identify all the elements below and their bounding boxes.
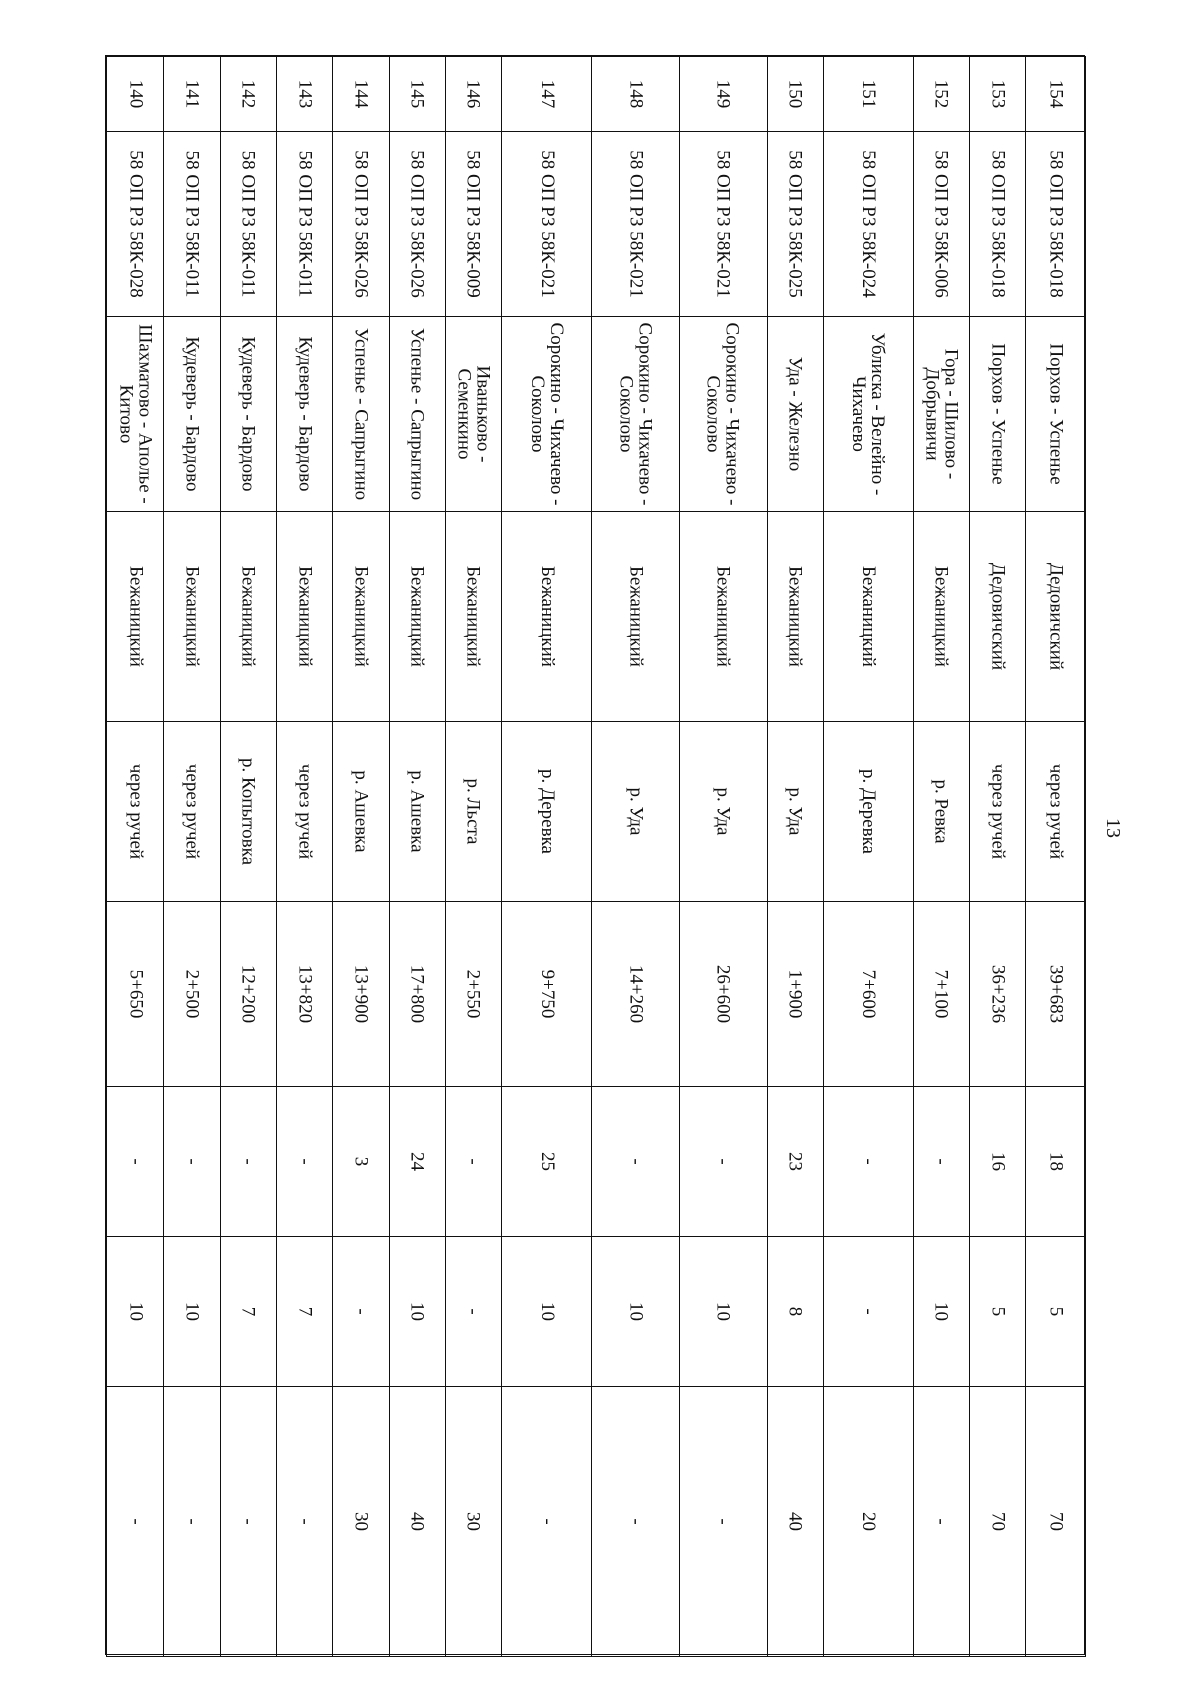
value-cell-3: - [277,1387,333,1657]
value-cell-1: 25 [502,1087,592,1237]
value-cell-2: 10 [389,1237,445,1387]
obstacle-cell: р. Льста [445,722,501,902]
row-number-cell: 141 [164,57,220,132]
km-location-cell: 13+900 [333,902,389,1087]
road-code-cell: 58 ОП РЗ 58К-028 [107,132,164,317]
table-row [164,57,220,1657]
road-name-cell: Успенье - Сапрыгино [333,317,389,512]
value-cell-3: 20 [823,1387,913,1657]
table-row [277,57,333,1657]
obstacle-cell: р. Уда [767,722,823,902]
value-cell-2: 10 [913,1237,969,1387]
km-location-cell: 9+750 [502,902,592,1087]
district-cell: Бежаницкий [445,512,501,722]
value-cell-1: - [823,1087,913,1237]
value-cell-1: - [445,1087,501,1237]
document-table-frame [105,55,1085,1655]
row-number-cell: 148 [592,57,680,132]
row-number-cell: 153 [970,57,1026,132]
road-code-cell: 58 ОП РЗ 58К-018 [1026,132,1086,317]
obstacle-cell: р. Уда [679,722,767,902]
value-cell-2: - [333,1237,389,1387]
district-cell: Бежаницкий [389,512,445,722]
table-row [592,57,680,1657]
rotated-table-container [106,56,1086,1656]
km-location-cell: 2+550 [445,902,501,1087]
road-code-cell: 58 ОП РЗ 58К-021 [592,132,680,317]
value-cell-2: 10 [502,1237,592,1387]
district-cell: Бежаницкий [107,512,164,722]
obstacle-cell: р. Ашевка [333,722,389,902]
value-cell-3: 40 [767,1387,823,1657]
road-name-cell: Кудеверь - Бардово [277,317,333,512]
road-code-cell: 58 ОП РЗ 58К-011 [164,132,220,317]
value-cell-1: 23 [767,1087,823,1237]
road-code-cell: 58 ОП РЗ 58К-011 [220,132,276,317]
district-cell: Бежаницкий [164,512,220,722]
obstacle-cell: р. Деревка [823,722,913,902]
district-cell: Бежаницкий [767,512,823,722]
km-location-cell: 17+800 [389,902,445,1087]
value-cell-3: 70 [1026,1387,1086,1657]
value-cell-3: - [592,1387,680,1657]
road-code-cell: 58 ОП РЗ 58К-018 [970,132,1026,317]
table-row [333,57,389,1657]
value-cell-3: 30 [445,1387,501,1657]
obstacle-cell: через ручей [164,722,220,902]
km-location-cell: 13+820 [277,902,333,1087]
page-number: 13 [1102,818,1124,838]
table-row [502,57,592,1657]
obstacle-cell: через ручей [277,722,333,902]
obstacle-cell: через ручей [1026,722,1086,902]
km-location-cell: 12+200 [220,902,276,1087]
row-number-cell: 143 [277,57,333,132]
obstacle-cell: через ручей [970,722,1026,902]
district-cell: Бежаницкий [277,512,333,722]
district-cell: Бежаницкий [679,512,767,722]
row-number-cell: 147 [502,57,592,132]
km-location-cell: 1+900 [767,902,823,1087]
road-name-cell: Гора - Шилово - Добрывичи [913,317,969,512]
value-cell-3: - [679,1387,767,1657]
row-number-cell: 142 [220,57,276,132]
table-row [1026,57,1086,1657]
road-code-cell: 58 ОП РЗ 58К-026 [389,132,445,317]
table-row [679,57,767,1657]
table-row [389,57,445,1657]
value-cell-1: - [277,1087,333,1237]
obstacle-cell: через ручей [107,722,164,902]
value-cell-3: - [164,1387,220,1657]
km-location-cell: 36+236 [970,902,1026,1087]
value-cell-2: 10 [679,1237,767,1387]
row-number-cell: 140 [107,57,164,132]
obstacle-cell: р. Уда [592,722,680,902]
value-cell-2: 7 [277,1237,333,1387]
obstacle-cell: р. Копытовка [220,722,276,902]
row-number-cell: 149 [679,57,767,132]
value-cell-2: - [823,1237,913,1387]
value-cell-3: - [107,1387,164,1657]
value-cell-1: - [220,1087,276,1237]
value-cell-3: 30 [333,1387,389,1657]
value-cell-1: 16 [970,1087,1026,1237]
value-cell-2: 8 [767,1237,823,1387]
road-name-cell: Сорокино - Чихачево - Соколово [502,317,592,512]
table-row [823,57,913,1657]
value-cell-1: 3 [333,1087,389,1237]
value-cell-1: - [107,1087,164,1237]
road-name-cell: Успенье - Сапрыгино [389,317,445,512]
table-body [107,57,1086,1657]
bridges-table [106,56,1086,1657]
district-cell: Бежаницкий [823,512,913,722]
table-row [445,57,501,1657]
row-number-cell: 144 [333,57,389,132]
obstacle-cell: р. Ревка [913,722,969,902]
road-name-cell: Шахматово - Аполье - Китово [107,317,164,512]
district-cell: Бежаницкий [333,512,389,722]
row-number-cell: 146 [445,57,501,132]
km-location-cell: 7+600 [823,902,913,1087]
value-cell-2: - [445,1237,501,1387]
km-location-cell: 5+650 [107,902,164,1087]
value-cell-3: - [220,1387,276,1657]
obstacle-cell: р. Деревка [502,722,592,902]
road-code-cell: 58 ОП РЗ 58К-021 [502,132,592,317]
district-cell: Бежаницкий [592,512,680,722]
value-cell-2: 10 [592,1237,680,1387]
road-name-cell: Порхов - Успенье [1026,317,1086,512]
value-cell-2: 10 [107,1237,164,1387]
road-name-cell: Кудеверь - Бардово [164,317,220,512]
value-cell-1: - [592,1087,680,1237]
value-cell-1: - [913,1087,969,1237]
value-cell-2: 10 [164,1237,220,1387]
row-number-cell: 145 [389,57,445,132]
district-cell: Бежаницкий [220,512,276,722]
value-cell-3: - [913,1387,969,1657]
value-cell-1: 24 [389,1087,445,1237]
road-name-cell: Ублиска - Велейно - Чихачево [823,317,913,512]
road-code-cell: 58 ОП РЗ 58К-024 [823,132,913,317]
value-cell-1: - [679,1087,767,1237]
table-row [107,57,164,1657]
road-code-cell: 58 ОП РЗ 58К-011 [277,132,333,317]
district-cell: Дедовичский [1026,512,1086,722]
district-cell: Дедовичский [970,512,1026,722]
km-location-cell: 7+100 [913,902,969,1087]
km-location-cell: 39+683 [1026,902,1086,1087]
table-row [913,57,969,1657]
road-code-cell: 58 ОП РЗ 58К-021 [679,132,767,317]
value-cell-1: 18 [1026,1087,1086,1237]
row-number-cell: 150 [767,57,823,132]
table-row [767,57,823,1657]
value-cell-2: 7 [220,1237,276,1387]
row-number-cell: 154 [1026,57,1086,132]
district-cell: Бежаницкий [502,512,592,722]
road-name-cell: Сорокино - Чихачево - Соколово [679,317,767,512]
obstacle-cell: р. Ашевка [389,722,445,902]
row-number-cell: 152 [913,57,969,132]
road-name-cell: Сорокино - Чихачево - Соколово [592,317,680,512]
value-cell-3: 40 [389,1387,445,1657]
road-code-cell: 58 ОП РЗ 58К-025 [767,132,823,317]
value-cell-3: - [502,1387,592,1657]
road-name-cell: Иваньково - Семенкино [445,317,501,512]
road-code-cell: 58 ОП РЗ 58К-006 [913,132,969,317]
road-name-cell: Порхов - Успенье [970,317,1026,512]
road-name-cell: Кудеверь - Бардово [220,317,276,512]
km-location-cell: 14+260 [592,902,680,1087]
road-code-cell: 58 ОП РЗ 58К-009 [445,132,501,317]
road-code-cell: 58 ОП РЗ 58К-026 [333,132,389,317]
table-row [970,57,1026,1657]
km-location-cell: 2+500 [164,902,220,1087]
value-cell-2: 5 [1026,1237,1086,1387]
table-row [220,57,276,1657]
value-cell-1: - [164,1087,220,1237]
value-cell-3: 70 [970,1387,1026,1657]
value-cell-2: 5 [970,1237,1026,1387]
road-name-cell: Уда - Железно [767,317,823,512]
district-cell: Бежаницкий [913,512,969,722]
row-number-cell: 151 [823,57,913,132]
km-location-cell: 26+600 [679,902,767,1087]
